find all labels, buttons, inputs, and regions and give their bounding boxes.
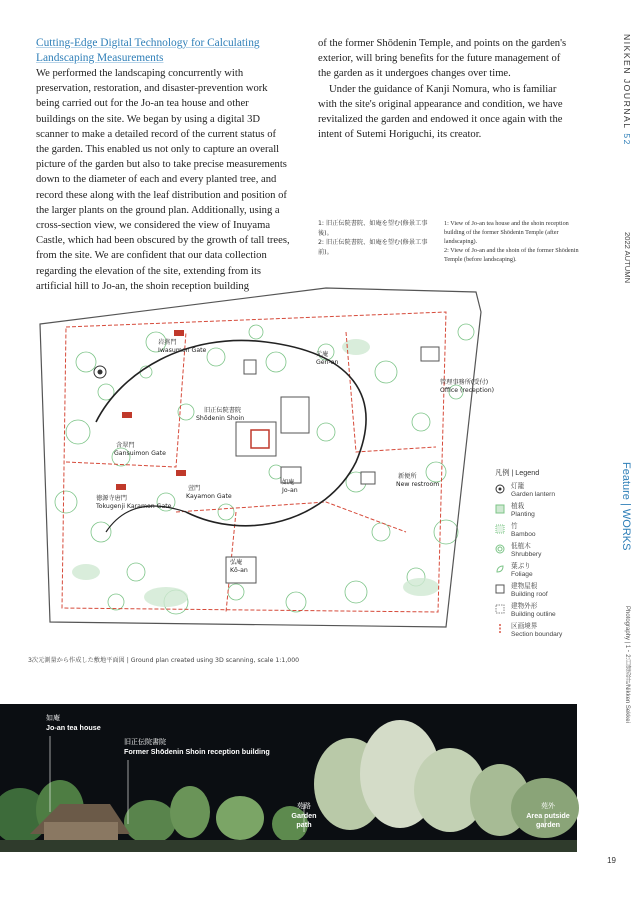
- plan-label-jp: 新便所: [398, 473, 417, 480]
- plan-label-jp: 岩燕門: [158, 339, 177, 346]
- legend-jp: 区画境界: [511, 623, 538, 630]
- plan-label-en: Tokugenji Karamon Gate: [96, 503, 172, 510]
- plan-label-en: Office (reception): [440, 387, 495, 394]
- caption-line: 1: View of Jo-an tea house and the shoin reception building of the former Shōdenin Temple (after landscaping).: [444, 220, 569, 245]
- plan-legend: [495, 468, 585, 643]
- legend-text: [511, 603, 556, 619]
- plan-label-en: Gen-an: [316, 359, 339, 366]
- bamboo-icon: [495, 524, 505, 534]
- plan-label-en: Kayamon Gate: [186, 493, 232, 500]
- legend-jp: 灯籠: [511, 483, 525, 490]
- plan-label-en: Kō-an: [230, 567, 248, 574]
- buildings: [226, 347, 439, 583]
- journal-title: NIKKEN JOURNAL: [622, 34, 632, 130]
- journal-number: 52: [622, 133, 632, 146]
- legend-en: Building roof: [511, 591, 548, 598]
- legend-jp: 建物外形: [511, 603, 538, 610]
- photo-caption-en: [444, 219, 580, 264]
- legend-text: [511, 563, 533, 579]
- body-paragraph: of the former Shōdenin Temple, and points on the garden's exterior, will bring benefits for the future management of the garden as it undergoes changes over time.: [318, 38, 567, 80]
- outline-icon: [495, 604, 505, 614]
- caption-line: 2: 旧正伝院書院、如庵を望む(修景工事前)。: [318, 239, 428, 256]
- garden-lantern-icon: [98, 370, 103, 375]
- section-label: Feature | WORKS: [620, 462, 632, 551]
- scan-label-en: Area outside garden: [526, 811, 570, 829]
- ground: [0, 840, 577, 852]
- issue-season: 2022 AUTUMN: [623, 232, 632, 284]
- plan-label-en: Shōdenin Shoin: [196, 415, 245, 422]
- legend-en: Garden lantern: [511, 491, 555, 498]
- legend-item: [495, 503, 585, 519]
- planting-icon: [495, 504, 505, 514]
- plan-label-jp: 含翠門: [116, 442, 135, 449]
- plan-label-jp: 萱門: [188, 485, 201, 492]
- legend-item: [495, 523, 585, 539]
- article-right-column: [318, 36, 574, 142]
- photo-credit: Photography | 1・2:日建設計/Nikken Sekkei: [624, 606, 630, 723]
- scan-label-en: Jo-an tea house: [46, 723, 101, 732]
- plan-label-jp: 弘庵: [230, 559, 243, 566]
- legend-en: Planting: [511, 511, 535, 518]
- legend-text: [511, 483, 555, 499]
- plan-label-en: Gansuimon Gate: [114, 450, 166, 457]
- plan-label-jp: 管理事務所(受付): [440, 379, 489, 386]
- body-paragraph: Under the guidance of Kanji Nomura, who is familiar with the site's original appearance and condition, we have revitalized the garden and endowed it once again with the intent of Sutemi Horiguchi, its creator.: [318, 83, 563, 141]
- body-paragraph: We performed the landscaping concurrently with preservation, restoration, and disaster-prevention work being carried out for the Jo-an tea house and other buildings on the site. We began by using a digital 3D scanner to make a detailed record of the current status of the garden. This enabled us not only to capture an overall picture of the garden but also to take precise measurements down to the diameter of each and every planted tree, and record these along with the leaf distribution and position of the larger plants on the ground plan. Additionally, using a cross-section view, we considered the view of Inuyama Castle, which had been obscured by the growth of tall trees, from the site. We are confident that our data collection regarding the elevation of the site, extending from its artificial hill to Jo-an, the shoin reception building: [36, 68, 290, 292]
- foliage-icon: [495, 564, 505, 574]
- scan-label-en: Garden path: [291, 811, 317, 829]
- plan-label-jp: 元庵: [316, 351, 329, 358]
- legend-item: [495, 623, 585, 639]
- scan-label-en: Former Shōdenin Shoin reception building: [124, 747, 270, 756]
- plan-label-en: New restroom: [396, 481, 440, 488]
- scan-label-jp: 旧正伝院書院: [124, 739, 166, 746]
- jo-an-building: [44, 822, 118, 840]
- journal-name: [622, 34, 632, 146]
- legend-jp: 葉ぶり: [511, 563, 531, 570]
- plan-labels: [95, 338, 494, 574]
- roof-icon: [495, 584, 505, 594]
- article-left-column: [36, 66, 290, 294]
- legend-text: [511, 543, 541, 559]
- legend-item: [495, 563, 585, 579]
- plan-label-en: Iwasumon Gate: [158, 347, 207, 354]
- legend-text: [511, 623, 562, 639]
- legend-text: [511, 503, 535, 519]
- legend-en: Shrubbery: [511, 551, 542, 558]
- site-outline: [40, 288, 481, 627]
- shrub-icon: [495, 544, 505, 554]
- legend-en: Bamboo: [511, 531, 536, 538]
- scan-label: [46, 714, 101, 732]
- legend-item: [495, 603, 585, 619]
- legend-jp: 植栽: [511, 503, 525, 510]
- scan-label: [289, 802, 319, 829]
- caption-line: 2: View of Jo-an and the shoin of the former Shōdenin Temple (before landscaping).: [444, 247, 579, 263]
- point-cloud-section: [0, 704, 577, 852]
- article-heading: Cutting-Edge Digital Technology for Calculating Landscaping Measurements: [36, 37, 260, 64]
- plan-label-jp: 旧正伝院書院: [204, 407, 242, 414]
- plan-label-en: Jo-an: [282, 487, 298, 494]
- vegetation-texture: [55, 324, 474, 614]
- legend-text: [511, 583, 548, 599]
- legend-title: 凡例 | Legend: [495, 468, 540, 477]
- legend-en: Section boundary: [511, 631, 563, 638]
- plan-label-jp: 如庵: [282, 479, 295, 486]
- legend-en: Building outline: [511, 611, 556, 618]
- legend-text: [511, 523, 536, 539]
- scan-label-jp: 苑路: [297, 803, 311, 810]
- legend-item: [495, 583, 585, 599]
- caption-line: 1: 旧正伝院書院、如庵を望む(修景工事後)。: [318, 220, 428, 237]
- plan-label-jp: 徳源寺唐門: [96, 495, 127, 502]
- page-number: 19: [607, 856, 616, 865]
- plan-caption: 3次元測量から作成した敷地平面図 | Ground plan created using 3D scanning, scale 1:1,000: [28, 657, 300, 664]
- scan-label: [520, 802, 576, 829]
- boundary-icon: [495, 624, 505, 634]
- scan-label-jp: 如庵: [46, 715, 60, 722]
- legend-jp: 建物屋根: [511, 583, 538, 590]
- scan-label-jp: 苑外: [541, 803, 555, 810]
- lantern-icon: [495, 484, 505, 494]
- scan-label: [124, 738, 270, 756]
- legend-en: Foliage: [511, 571, 533, 578]
- site-plan: [26, 272, 495, 644]
- legend-jp: 竹: [511, 523, 518, 530]
- legend-item: [495, 483, 585, 499]
- legend-jp: 低植木: [511, 543, 531, 550]
- photo-caption-jp: [318, 219, 440, 257]
- legend-item: [495, 543, 585, 559]
